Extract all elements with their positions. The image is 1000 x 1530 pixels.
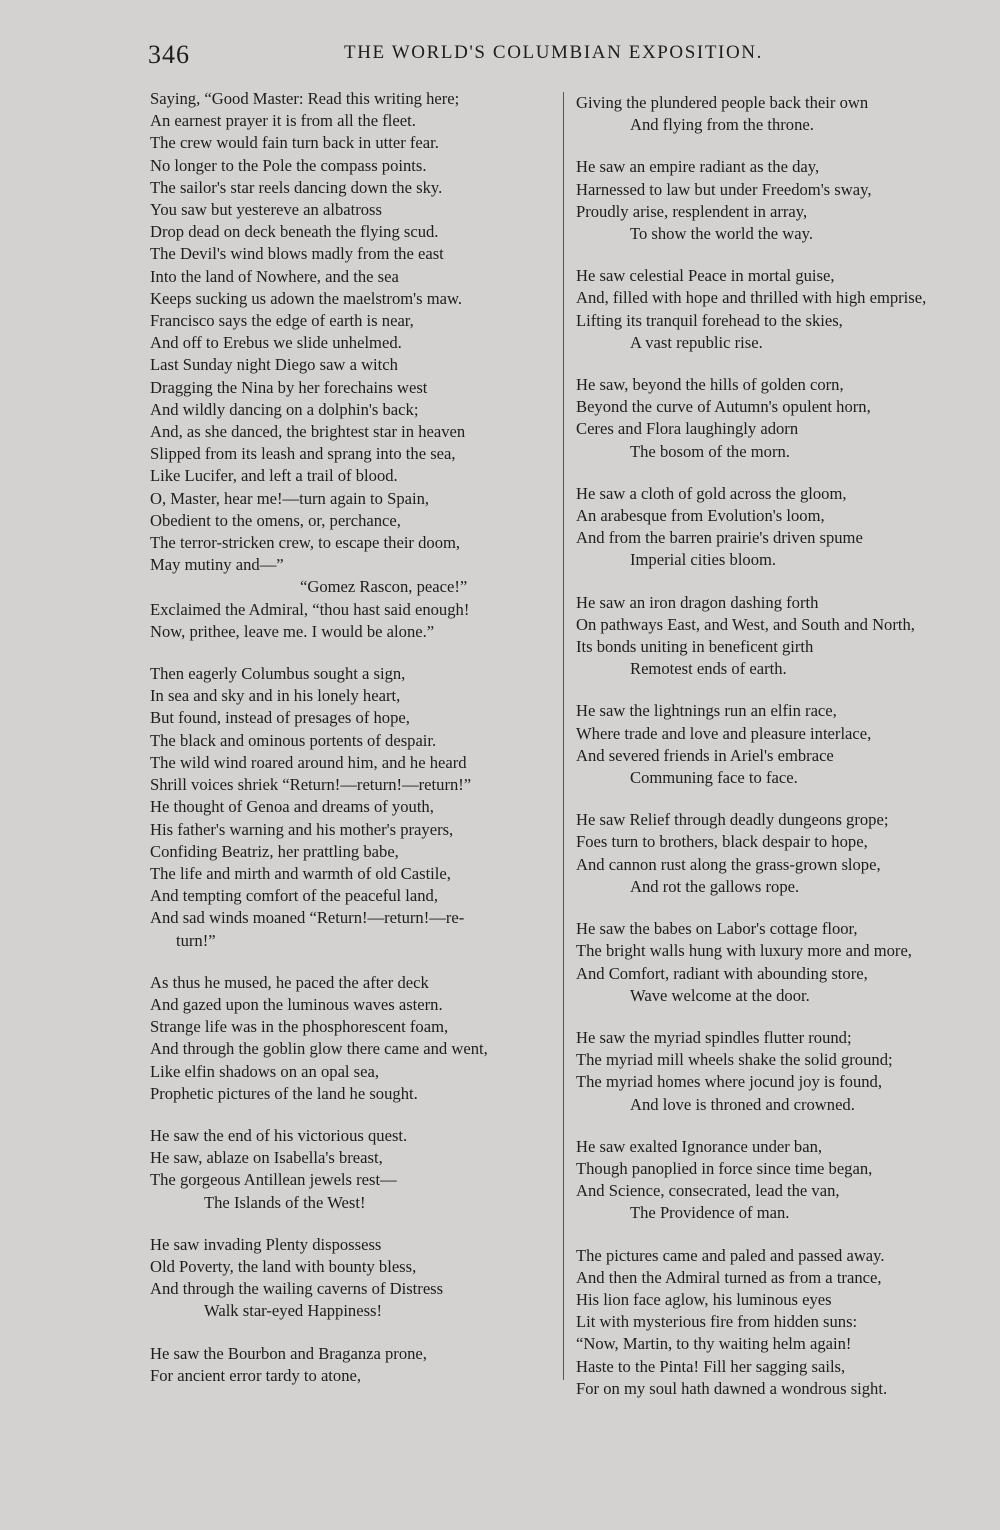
verse-line: Francisco says the edge of earth is near, [150, 311, 414, 331]
verse-line: The life and mirth and warmth of old Castile, [150, 863, 451, 883]
verse-line: He saw the babes on Labor's cottage floor, [576, 919, 858, 939]
verse-line: Obedient to the omens, or, perchance, [150, 510, 401, 530]
verse-line: He saw the lightnings run an elfin race, [576, 701, 837, 721]
verse-line: Drop dead on deck beneath the flying scud. [150, 222, 439, 242]
verse-line: Saying, “Good Master: Read this writing here; [150, 89, 460, 108]
verse-line: He saw, ablaze on Isabella's breast, [150, 1148, 383, 1168]
verse-line: And gazed upon the luminous waves astern. [150, 994, 443, 1014]
stanza [576, 809, 976, 898]
verse-line: And from the barren prairie's driven spume [576, 528, 863, 548]
verse-line: He saw an iron dragon dashing forth [576, 592, 819, 612]
verse-line: And Comfort, radiant with abounding store, [576, 963, 868, 983]
stanza [576, 265, 976, 354]
verse-line: Exclaimed the Admiral, “thou hast said enough! [150, 599, 470, 619]
stanza [150, 972, 558, 1105]
verse-line: “Gomez Rascon, peace!” [300, 577, 468, 597]
stanza [576, 1136, 976, 1225]
stanza [576, 374, 976, 463]
verse-line: And, filled with hope and thrilled with high emprise, [576, 288, 927, 308]
verse-line: As thus he mused, he paced the after deck [150, 972, 429, 992]
verse-line: He saw a cloth of gold across the gloom, [576, 483, 847, 503]
verse-line: He saw the myriad spindles flutter round; [576, 1027, 852, 1047]
verse-line: Like Lucifer, and left a trail of blood. [150, 466, 398, 486]
verse-line: Slipped from its leash and sprang into the sea, [150, 444, 456, 464]
left-column [150, 88, 558, 1387]
stanza [150, 1125, 558, 1214]
verse-line: Old Poverty, the land with bounty bless, [150, 1256, 417, 1276]
verse-line: The Islands of the West! [204, 1192, 366, 1212]
verse-line: For ancient error tardy to atone, [150, 1365, 362, 1385]
verse-line: The pictures came and paled and passed away. [576, 1245, 885, 1265]
verse-line: Beyond the curve of Autumn's opulent horn, [576, 397, 871, 417]
verse-line: He saw invading Plenty dispossess [150, 1234, 382, 1254]
stanza [576, 156, 976, 245]
verse-line: He saw an empire radiant as the day, [576, 157, 820, 177]
verse-line: And tempting comfort of the peaceful land, [150, 886, 438, 906]
stanza [576, 1027, 976, 1116]
stanza [576, 1245, 976, 1400]
stanza [150, 88, 558, 643]
verse-line: And then the Admiral turned as from a trance, [576, 1267, 882, 1287]
verse-line: The bright walls hung with luxury more and more, [576, 941, 912, 961]
verse-line: The Devil's wind blows madly from the east [150, 244, 444, 264]
verse-line: And, as she danced, the brightest star in heaven [150, 422, 466, 442]
verse-line: And wildly dancing on a dolphin's back; [150, 399, 419, 419]
stanza [576, 92, 976, 136]
page-number: 346 [148, 40, 190, 69]
verse-line: And love is throned and crowned. [630, 1094, 855, 1114]
verse-line: Though panoplied in force since time began, [576, 1158, 873, 1178]
verse-line: Giving the plundered people back their own [576, 93, 869, 112]
verse-line: His lion face aglow, his luminous eyes [576, 1289, 832, 1309]
verse-line: The myriad mill wheels shake the solid ground; [576, 1050, 893, 1070]
verse-line: And flying from the throne. [630, 115, 814, 135]
verse-line: He saw the end of his victorious quest. [150, 1125, 408, 1145]
column-divider [563, 92, 564, 1380]
stanza [150, 1343, 558, 1387]
verse-line: You saw but yestereve an albatross [150, 200, 382, 220]
verse-line: In sea and sky and in his lonely heart, [150, 686, 401, 706]
verse-line: A vast republic rise. [630, 332, 763, 352]
verse-line: Wave welcome at the door. [630, 985, 810, 1005]
verse-line: Then eagerly Columbus sought a sign, [150, 664, 406, 684]
verse-line: To show the world the way. [630, 224, 814, 244]
verse-line: An earnest prayer it is from all the fleet. [150, 111, 416, 131]
verse-line: May mutiny and—” [150, 555, 284, 575]
verse-line: Keeps sucking us adown the maelstrom's maw. [150, 288, 463, 308]
stanza [150, 1234, 558, 1323]
verse-line: Now, prithee, leave me. I would be alone.” [150, 621, 435, 641]
verse-line: Shrill voices shriek “Return!—return!—return!” [150, 775, 472, 795]
verse-line: He saw celestial Peace in mortal guise, [576, 266, 835, 286]
verse-line: He saw Relief through deadly dungeons grope; [576, 810, 889, 830]
verse-line: Imperial cities bloom. [630, 550, 777, 570]
verse-line: But found, instead of presages of hope, [150, 708, 410, 728]
verse-line: turn!” [176, 930, 216, 950]
verse-line: The crew would fain turn back in utter fear. [150, 133, 439, 153]
verse-line: And through the goblin glow there came and went, [150, 1039, 488, 1059]
verse-line: Its bonds uniting in beneficent girth [576, 637, 814, 657]
verse-line: The bosom of the morn. [630, 441, 790, 461]
verse-line: His father's warning and his mother's prayers, [150, 819, 454, 839]
verse-line: “Now, Martin, to thy waiting helm again! [576, 1334, 852, 1354]
verse-line: And through the wailing caverns of Distress [150, 1279, 444, 1299]
verse-line: Walk star-eyed Happiness! [204, 1301, 383, 1321]
verse-line: And cannon rust along the grass-grown slope, [576, 854, 881, 874]
verse-line: Dragging the Nina by her forechains west [150, 377, 428, 397]
verse-line: The wild wind roared around him, and he heard [150, 752, 467, 772]
verse-line: And rot the gallows rope. [630, 876, 800, 896]
verse-line: Where trade and love and pleasure interlace, [576, 723, 872, 743]
verse-line: Into the land of Nowhere, and the sea [150, 266, 399, 286]
verse-line: Last Sunday night Diego saw a witch [150, 355, 398, 375]
verse-line: An arabesque from Evolution's loom, [576, 506, 825, 526]
verse-line: Proudly arise, resplendent in array, [576, 201, 808, 221]
verse-line: And off to Erebus we slide unhelmed. [150, 333, 402, 353]
verse-line: He saw exalted Ignorance under ban, [576, 1136, 823, 1156]
verse-line: He saw, beyond the hills of golden corn, [576, 375, 844, 395]
stanza [576, 483, 976, 572]
verse-line: And Science, consecrated, lead the van, [576, 1181, 840, 1201]
verse-line: He saw the Bourbon and Braganza prone, [150, 1343, 427, 1363]
verse-line: Like elfin shadows on an opal sea, [150, 1061, 380, 1081]
verse-line: Strange life was in the phosphorescent foam, [150, 1017, 449, 1037]
stanza [150, 663, 558, 952]
verse-line: He thought of Genoa and dreams of youth, [150, 797, 434, 817]
verse-line: Foes turn to brothers, black despair to hope, [576, 832, 868, 852]
verse-line: Communing face to face. [630, 768, 798, 788]
verse-line: The gorgeous Antillean jewels rest— [150, 1170, 397, 1190]
verse-line: For on my soul hath dawned a wondrous sight. [576, 1378, 888, 1398]
verse-line: On pathways East, and West, and South and North, [576, 614, 915, 634]
stanza [576, 918, 976, 1007]
verse-line: And sad winds moaned “Return!—return!—re- [150, 908, 465, 928]
verse-line: Prophetic pictures of the land he sought. [150, 1083, 418, 1103]
verse-line: The terror-stricken crew, to escape their doom, [150, 533, 461, 553]
verse-line: And severed friends in Ariel's embrace [576, 745, 834, 765]
running-title: THE WORLD'S COLUMBIAN EXPOSITION. [344, 42, 763, 63]
verse-line: O, Master, hear me!—turn again to Spain, [150, 488, 430, 508]
verse-line: The sailor's star reels dancing down the sky. [150, 177, 443, 197]
verse-line: The Providence of man. [630, 1203, 790, 1223]
verse-line: Lifting its tranquil forehead to the skies, [576, 310, 843, 330]
verse-line: Lit with mysterious fire from hidden suns: [576, 1312, 858, 1332]
stanza [576, 592, 976, 681]
verse-line: Haste to the Pinta! Fill her sagging sails, [576, 1356, 846, 1376]
verse-line: No longer to the Pole the compass points. [150, 155, 427, 175]
verse-line: Ceres and Flora laughingly adorn [576, 419, 799, 439]
stanza [576, 700, 976, 789]
verse-line: Confiding Beatriz, her prattling babe, [150, 841, 399, 861]
verse-line: The myriad homes where jocund joy is found, [576, 1072, 882, 1092]
right-column [576, 92, 976, 1400]
verse-line: The black and ominous portents of despair. [150, 730, 437, 750]
verse-line: Harnessed to law but under Freedom's sway, [576, 179, 872, 199]
verse-line: Remotest ends of earth. [630, 659, 787, 679]
